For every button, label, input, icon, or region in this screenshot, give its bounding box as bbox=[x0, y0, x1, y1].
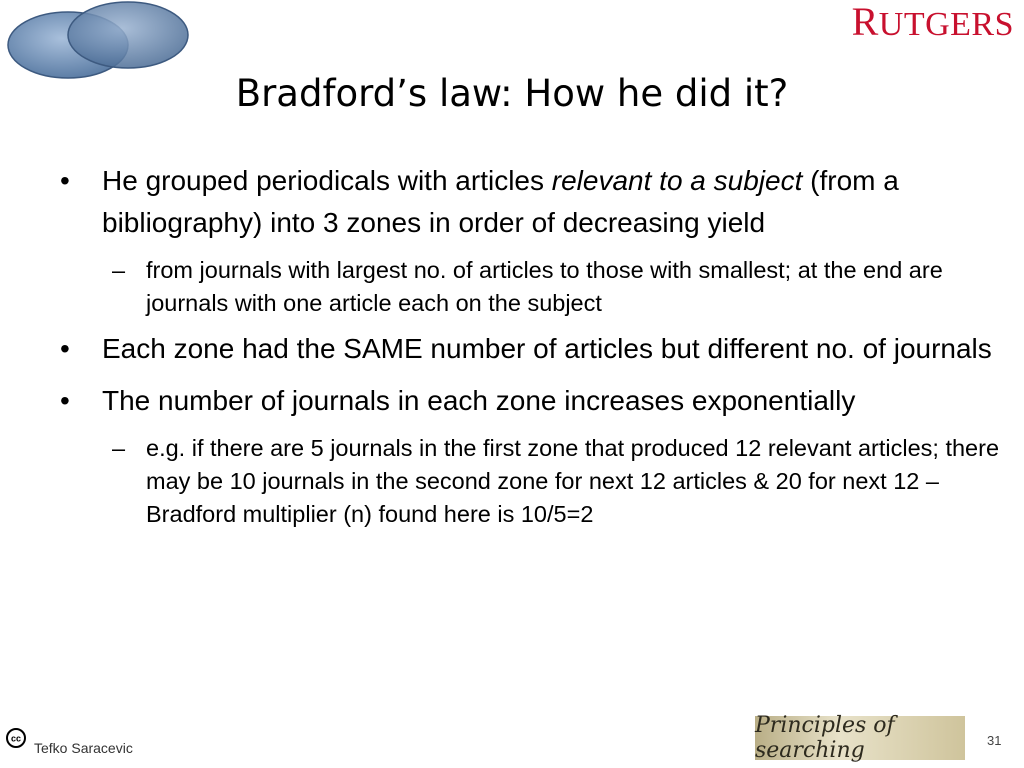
dash-icon: – bbox=[112, 257, 126, 283]
creative-commons-icon bbox=[6, 728, 26, 748]
bullet-icon: • bbox=[60, 165, 70, 196]
logo-rest: UTGERS bbox=[878, 6, 1014, 43]
bullet-icon: • bbox=[60, 333, 70, 364]
sub-bullet-item-2 bbox=[52, 432, 1002, 531]
sub-bullet-item-1 bbox=[52, 254, 1002, 320]
rutgers-logo bbox=[852, 2, 1014, 45]
slide-content bbox=[52, 160, 1002, 539]
bullet-text: The number of journals in each zone increases exponentially bbox=[102, 385, 856, 416]
page-number: 31 bbox=[987, 733, 1002, 748]
bullet-text: He grouped periodicals with articles bbox=[102, 165, 552, 196]
bullet-icon: • bbox=[60, 385, 70, 416]
bullet-emphasis: relevant to a subject bbox=[551, 165, 803, 196]
author-name: Tefko Saracevic bbox=[34, 740, 133, 756]
sub-bullet-text: e.g. if there are 5 journals in the first zone that produced 12 relevant articles; there may be 10 journals in the second zone for next 12 articles & 20 for next 12 – Bradford multiplier (n) found here is 10/5=2 bbox=[146, 435, 1000, 527]
logo-initial: R bbox=[851, 0, 879, 44]
bullet-item-1 bbox=[52, 160, 1002, 244]
course-banner: Principles of searching bbox=[755, 716, 965, 760]
svg-text:cc: cc bbox=[10, 733, 22, 744]
sub-bullet-text: from journals with largest no. of articles to those with smallest; at the end are journals with one article each on the subject bbox=[146, 257, 943, 316]
bullet-item-3 bbox=[52, 380, 1002, 422]
bullet-text: Each zone had the SAME number of articles but different no. of journals bbox=[102, 333, 992, 364]
bullet-item-2 bbox=[52, 328, 1002, 370]
dash-icon: – bbox=[112, 435, 126, 461]
slide-title: Bradford’s law: How he did it? bbox=[235, 72, 789, 115]
bullet-text: (from a bibliography) into 3 zones in order of decreasing yield bbox=[102, 165, 899, 238]
